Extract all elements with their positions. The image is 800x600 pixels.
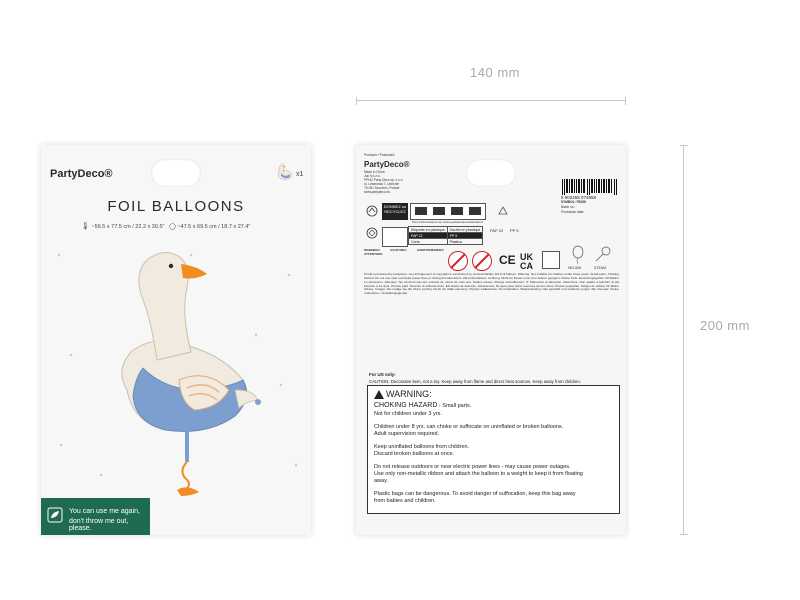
eco-text-line1: You can use me again, bbox=[69, 508, 140, 515]
choking-hazard-line bbox=[374, 402, 471, 409]
hang-hole bbox=[466, 159, 516, 187]
size-outline-text: ~56.5 x 77.5 cm / 22.2 x 30.5" bbox=[91, 224, 165, 230]
eco-reuse-badge bbox=[41, 498, 150, 535]
helium-label: HELIUM bbox=[568, 266, 582, 270]
warning-line: Do not release outdoors or near electric power lines - may cause power outages. bbox=[374, 464, 571, 470]
triman-note: Plus d'informations sur www.quefairedemesdechets.fr bbox=[412, 220, 484, 224]
no-electric-lines-icon bbox=[448, 251, 468, 271]
width-dimension-line bbox=[356, 97, 626, 105]
caution-line: CAUTION: Decorative item, not a toy. Keep away from flame and direct heat sources. Keep away from children. bbox=[369, 379, 581, 384]
multilang-warning-header: WARNING! ACHTUNG! AVERTISSEMENT! ATTENTION! bbox=[364, 248, 444, 256]
recycle-logo-icon bbox=[366, 227, 378, 239]
production-date-line: Production date: bbox=[561, 210, 585, 214]
helium-icon bbox=[566, 245, 588, 265]
table-cell: PP 5 bbox=[447, 233, 483, 239]
for-us-heading: For US only: bbox=[369, 372, 396, 377]
recycle-label-box: DONNEZ ou RECYCLEZ bbox=[382, 203, 408, 220]
producer-line: ul. Limanowa 7, Ustronie bbox=[364, 182, 400, 186]
balloon-icon: ◯ bbox=[169, 224, 176, 230]
choking-hazard-bold: CHOKING HAZARD bbox=[374, 402, 438, 409]
table-cell: Sachet en plastique bbox=[447, 227, 483, 233]
warning-title: WARNING: bbox=[386, 389, 432, 399]
warning-line: Not for children under 3 yrs. bbox=[374, 411, 442, 417]
no-children-icon bbox=[472, 251, 492, 271]
barcode-number: 5 902455 074958 bbox=[561, 195, 597, 200]
warning-line: Adult supervision required. bbox=[374, 431, 440, 437]
symbol-line: SYMBOL: FB200 bbox=[561, 200, 587, 204]
thermometer-icon: 🌡 bbox=[81, 223, 90, 230]
width-dimension-label: 140 mm bbox=[470, 65, 520, 80]
piece-count: x1 bbox=[296, 171, 304, 178]
adult-supervision-icon bbox=[542, 251, 560, 269]
ce-mark: CE bbox=[499, 253, 516, 267]
goose-thumbnail-icon bbox=[273, 161, 295, 183]
multilang-warning-text: Product produced by partydeco. Any infringement of copyright is sanctioned by criminal liability. EN Foil balloon. Warning. Not suitable for children under three years. Small parts. Choking hazard. Do not use near overhead power lines or during thunderstorms. DE Folienballons. Achtung. Nicht für Kinder unter drei Jahren geeignet. Kleine Teile. Erstickungsgefahr. FR Ballon en aluminium. Attention. Ne convient pas aux enfants de moins de trois ans. Petites pièces. Risque d'étouffement. IT Palloncino di alluminio. Attenzione. Non adatto a bambini di età inferiore a tre anni. Piccole parti. Pericolo di soffocamento. ES Globo de aluminio. Advertencia. No apto para niños menores de tres años. Piezas pequeñas. Peligro de asfixia. PL Balon foliowy. Uwaga. Nie nadaje się dla dzieci poniżej trzech lat. Małe elementy. Ryzyko zadławienia. NL Folieballon. Waarschuwing. Niet geschikt voor kinderen jonger dan drie jaar. Kleine onderdelen. Verstikkingsgevaar. bbox=[364, 273, 619, 296]
table-cell: Etiquette en plastique bbox=[409, 227, 448, 233]
recycle-leaf-icon bbox=[47, 507, 63, 523]
eco-text-line2: don't throw me out, please. bbox=[69, 518, 129, 532]
producer-line: www.partydeco.eu bbox=[364, 190, 391, 194]
producer-line: 75-051 Szczecin, Poland bbox=[364, 186, 400, 190]
warning-box bbox=[367, 385, 620, 514]
steam-label: STEAM bbox=[594, 266, 607, 270]
goose-balloon-illustration bbox=[95, 240, 275, 500]
producer-label: Producer / Producent: bbox=[364, 153, 396, 157]
warning-line: Discard broken balloons at once. bbox=[374, 451, 455, 457]
table-cell: Carta bbox=[409, 239, 448, 245]
hang-hole bbox=[151, 159, 201, 187]
size-filled-text: ~47.5 x 69.5 cm / 18.7 x 27.4" bbox=[177, 224, 251, 230]
warning-line: from babies and children. bbox=[374, 498, 436, 504]
packaging-back bbox=[356, 145, 626, 535]
table-cell: PAP 22 bbox=[409, 233, 448, 239]
product-title: FOIL BALLOONS bbox=[107, 198, 245, 215]
packaging-pictogram bbox=[382, 227, 408, 247]
batch-line: Batch no.: bbox=[561, 205, 576, 209]
ukca-mark: UK CA bbox=[520, 252, 533, 271]
steam-icon bbox=[592, 245, 614, 265]
recycle-code: PP 5 bbox=[510, 228, 519, 233]
size-info bbox=[81, 222, 250, 230]
warning-line: Plastic bags can be dangerous. To avoid danger of suffocation, keep this bag away bbox=[374, 491, 576, 497]
producer-line: Jun 5 p.z.o. bbox=[364, 174, 381, 178]
barcode bbox=[561, 179, 619, 195]
recycling-table bbox=[408, 226, 483, 245]
height-dimension-line bbox=[680, 145, 688, 535]
producer-line: Made in China bbox=[364, 170, 385, 174]
recycle-arrows-icon bbox=[496, 205, 510, 219]
sorting-pictogram-box bbox=[410, 203, 486, 220]
warning-line: Children under 8 yrs. can choke or suffocate on uninflated or broken balloons. bbox=[374, 424, 564, 430]
producer-line: PPHU Party Deco sp. z o.o. bbox=[364, 178, 404, 182]
table-cell: Plastica bbox=[447, 239, 483, 245]
choking-hazard-rest: - Small parts. bbox=[437, 403, 472, 409]
brand-logo: PartyDeco® bbox=[50, 168, 113, 180]
brand-logo: PartyDeco® bbox=[364, 160, 410, 169]
packaging-front bbox=[41, 145, 311, 535]
warning-triangle-icon bbox=[374, 390, 384, 399]
warning-line: Use only non-metallic ribbon and attach the balloon to a weight to keep it from floating bbox=[374, 471, 583, 477]
warning-line: away. bbox=[374, 478, 388, 484]
height-dimension-label: 200 mm bbox=[700, 318, 750, 333]
triman-icon bbox=[366, 205, 378, 217]
warning-line: Keep uninflated balloons from children. bbox=[374, 444, 470, 450]
recycle-code: PAP 22 bbox=[490, 228, 504, 233]
